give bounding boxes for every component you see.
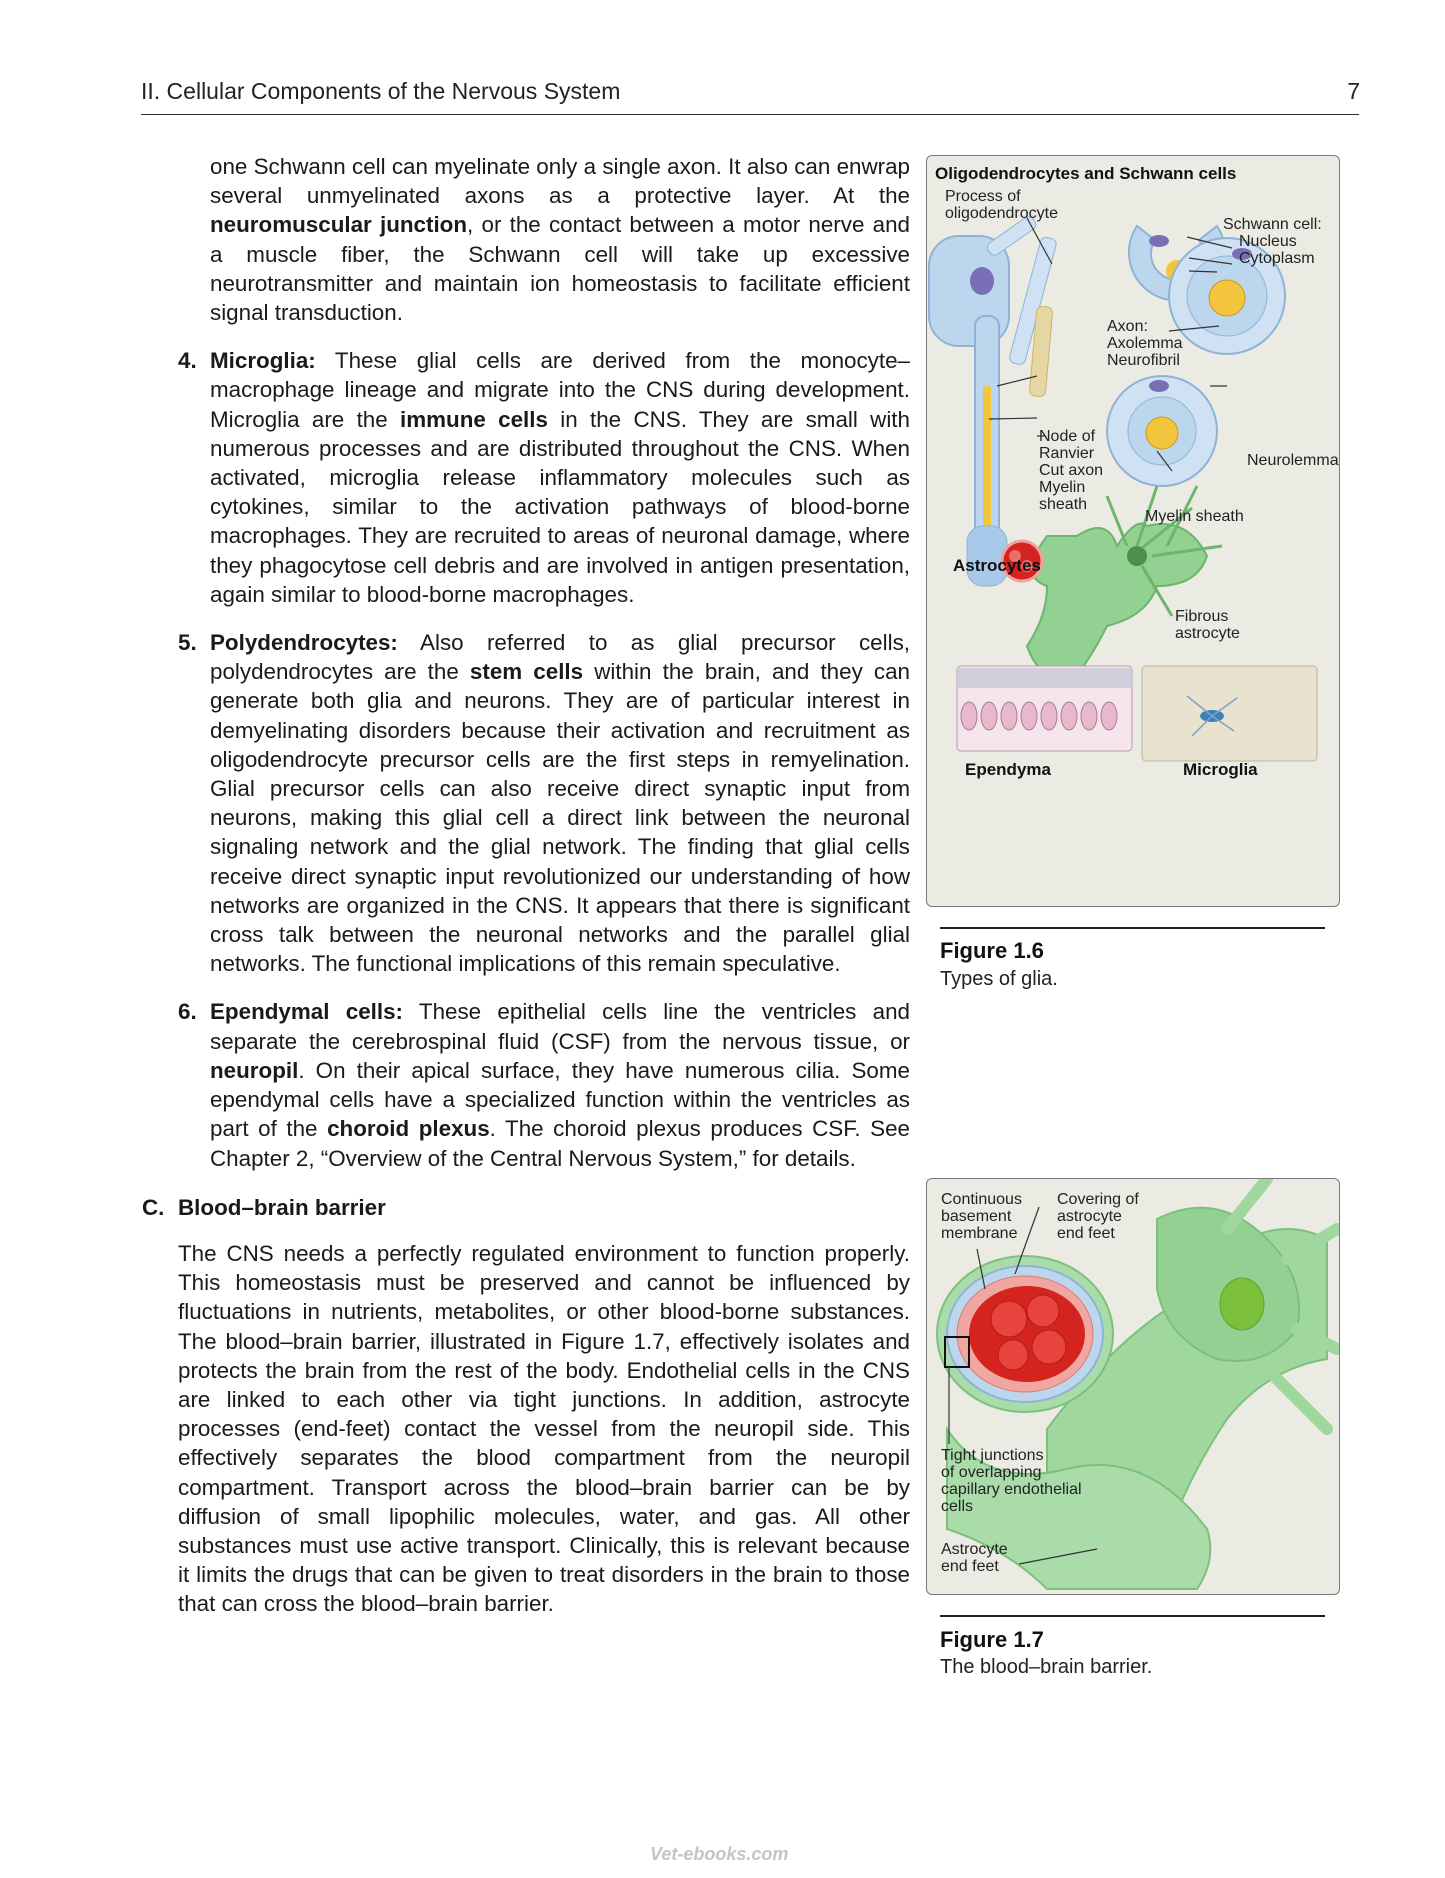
intro-paragraph: one Schwann cell can myelinate only a single axon. It also can enwrap several unmyelinated axons as a protective layer. At the neuromuscular junction, or the contact between a motor nerve and a muscle fiber, the Schwann cell will take up excessive neurotransmitter and maintain ion homeostasis to facilitate efficient signal transduction. xyxy=(210,154,910,326)
list-term: Polydendrocytes: xyxy=(210,630,398,656)
astrocyte-nucleus xyxy=(1220,1278,1264,1330)
schwann-cell-nucleus xyxy=(1149,235,1169,247)
list-number: 5. xyxy=(178,630,197,656)
page-number: 7 xyxy=(1347,78,1360,104)
label-axon: Axon: Axolemma Neurofibril xyxy=(1107,318,1183,369)
axon-core xyxy=(983,386,991,546)
label-astrocyte-end-feet: Astrocyte end feet xyxy=(941,1541,1008,1575)
list-item-ependymal-cells: 6. Ependymal cells: These epithelial cells line the ventricles and separate the cerebrospinal fluid (CSF) from the nervous tissue, or neuropil. On their apical surface, they have numerous cilia. Some ependymal cells have a specialized function within the ventricles as part of the choroid plexus. The choroid plexus produces CSF. See Chapter 2, “Overview of the Central Nervous System,” for details. xyxy=(178,999,911,1171)
panel-title-oligodendrocytes-schwann: Oligodendrocytes and Schwann cells xyxy=(935,164,1237,183)
panel-title-astrocytes: Astrocytes xyxy=(953,556,1041,575)
label-schwann-cell: Schwann cell: Nucleus Cytoplasm xyxy=(1223,216,1322,267)
capillary-lumen xyxy=(969,1286,1085,1382)
panel-title-ependyma: Ependyma xyxy=(965,760,1051,779)
panel-title-microglia: Microglia xyxy=(1183,760,1258,779)
section-heading-blood-brain-barrier: C. Blood–brain barrier xyxy=(142,1194,386,1220)
label-fibrous-astrocyte: Fibrous astrocyte xyxy=(1175,608,1240,642)
label-covering-of-astrocyte-end-feet: Covering of astrocyte end feet xyxy=(1057,1191,1139,1242)
figure-1-6-caption-title: Figure 1.6 xyxy=(940,938,1044,963)
figure-1-6-illustration xyxy=(927,156,1339,906)
ependymal-cilia xyxy=(957,668,1132,688)
figure-1-7-caption-title: Figure 1.7 xyxy=(940,1627,1044,1652)
axon-cross-section xyxy=(1209,280,1245,316)
myelin-wrap xyxy=(1008,236,1057,366)
list-number: 4. xyxy=(178,348,197,374)
term-neuromuscular-junction: neuromuscular junction xyxy=(210,212,468,238)
label-myelin-sheath: Myelin sheath xyxy=(1145,508,1244,525)
axon-cross-section xyxy=(1146,417,1178,449)
label-tight-junctions: Tight junctions of overlapping capillary endothelial cells xyxy=(941,1447,1082,1515)
figure-1-6-caption-rule xyxy=(940,927,1325,929)
oligodendrocyte-nucleus xyxy=(970,267,994,295)
figure-1-6-panel xyxy=(926,155,1340,907)
header-rule xyxy=(141,114,1359,115)
figure-1-7-caption-rule xyxy=(940,1615,1325,1617)
label-continuous-basement-membrane: Continuous basement membrane xyxy=(941,1191,1022,1242)
main-text-column xyxy=(142,152,911,1619)
label-process-of-oligodendrocyte: Process of oligodendrocyte xyxy=(945,188,1058,222)
list-item-microglia: 4. Microglia: These glial cells are derived from the monocyte–macrophage lineage and migrate into the CNS during development. Microglia are the immune cells in the CNS. They are small with numerous processes and are distributed throughout the CNS. When activated, microglia release inflammatory molecules such as cytokines, similar to the activation pathways of blood-borne macrophages. They are recruited to areas of neuronal damage, where they phagocytose cell debris and are involved in antigen presentation, again similar to blood-borne macrophages. xyxy=(178,348,910,607)
watermark: Vet-ebooks.com xyxy=(650,1844,789,1864)
list-number: 6. xyxy=(178,999,197,1025)
label-node-of-ranvier: Node of Ranvier Cut axon Myelin sheath xyxy=(1039,428,1104,513)
microglia-panel-image xyxy=(1142,666,1317,761)
fibrous-astrocyte xyxy=(1027,524,1207,687)
figure-1-6-caption-text: Types of glia. xyxy=(940,968,1058,990)
section-body-blood-brain-barrier: The CNS needs a perfectly regulated environment to function properly. This homeostasis must be preserved and cannot be influenced by fluctuations in nutrients, metabolites, or other blood-borne substances. The blood–brain barrier, illustrated in Figure 1.7, effectively isolates and protects the brain from the rest of the body. Endothelial cells in the CNS are linked to each other via tight junctions. In addition, astrocyte processes (end-feet) contact the vessel from the neuropil side. This effectively separates the blood compartment from the neuropil compartment. Transport across the blood–brain barrier can be by diffusion of small lipophilic molecules, water, and gas. All other substances must use active transport. Clinically, this is relevant because it limits the drugs that can be given to treat disorders in the brain to those that can cross the blood–brain barrier. xyxy=(178,1240,910,1617)
list-term: Ependymal cells: xyxy=(210,999,404,1025)
label-neurolemma: Neurolemma xyxy=(1247,452,1339,469)
figure-1-7-caption-text: The blood–brain barrier. xyxy=(940,1656,1153,1678)
figure-1-7-panel xyxy=(926,1178,1340,1595)
list-term: Microglia: xyxy=(210,348,316,374)
running-header: II. Cellular Components of the Nervous System xyxy=(141,78,621,104)
list-item-polydendrocytes: 5. Polydendrocytes: Also referred to as glial precursor cells, polydendrocytes are the stem cells within the brain, and they can generate both glia and neurons. They are of particular interest in demyelinating disorders because their activation and recruitment as oligodendrocyte precursor cells are the first steps in remyelination. Glial precursor cells can also receive direct synaptic input from neurons, making this glial cell a direct link between the neuronal signaling network and the glial network. The finding that glial cells receive direct synaptic input revolutionized our understanding of how networks are organized in the CNS. It appears that there is significant cross talk between the neuronal networks and the parallel glial networks. The functional implications of this remain speculative. xyxy=(178,630,910,977)
